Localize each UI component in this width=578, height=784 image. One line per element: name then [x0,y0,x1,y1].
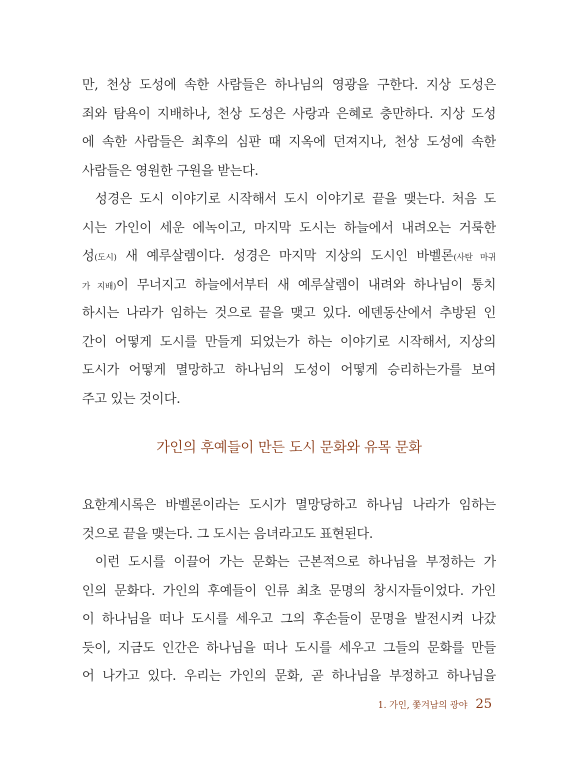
paragraph-cain-culture [82,549,496,692]
running-chapter-title: 1. 가인, 쫓겨남의 광야 [377,701,468,711]
text-line: 이런 도시를 이끌어 가는 문화는 근본적으로 하나님을 부정하는 가 [95,555,496,570]
text-line: 이 하나님을 떠나 도시를 세우고 그의 후손들이 문명을 발전시켜 나갔 [82,612,496,627]
text-line: 사람들은 영원한 구원을 받는다. [82,163,259,179]
text-fragment: 이 무너지고 하늘에서부터 새 예루살렘이 내려와 하나님이 통치 [116,277,496,293]
text-fragment: 새 예루살렘이다. 성경은 마지막 지상의 도시인 바벨론 [116,249,454,264]
text-line: 만, 천상 도성에 속한 사람들은 하나님의 영광을 구한다. 지상 도성은 [82,78,496,93]
paragraph-revelation [82,492,496,549]
text-line: 어 나가고 있다. 우리는 가인의 문화, 곧 하나님을 부정하고 하나님을 [82,669,496,684]
text-line: 에 속한 사람들은 최후의 심판 때 지옥에 던져지나, 천상 도성에 속한 [82,135,496,150]
page-number: 25 [475,697,492,712]
text-line: 하시는 나라가 임하는 것으로 끝을 맺고 있다. 에덴동산에서 추방된 인 [82,306,496,321]
text-line: 인의 문화다. 가인의 후예들이 인류 최초 문명의 창시자들이었다. 가인 [82,583,496,599]
section-heading: 가인의 후예들이 만든 도시 문화와 유목 문화 [156,440,422,456]
text-line: 시는 가인이 세운 에녹이고, 마지막 도시는 하늘에서 내려오는 거룩한 [82,220,496,236]
text-line: 주고 있는 것이다. [82,391,181,407]
paragraph-bible-city-story [82,186,496,414]
inline-annotation: (도시) [94,253,117,263]
text-line: 것으로 끝을 맺는다. 그 도시는 음녀라고도 표현된다. [82,526,373,542]
text-line-with-annotation [82,272,496,301]
text-line: 성경은 도시 이야기로 시작해서 도시 이야기로 끝을 맺는다. 처음 도 [95,192,496,207]
inline-annotation: 가 지배) [82,281,117,292]
text-line: 요한계시록은 바벨론이라는 도시가 멸망당하고 하나님 나라가 임하는 [82,498,496,513]
text-line: 도시가 어떻게 멸망하고 하나님의 도성이 어떻게 승리하는가를 보여 [82,363,496,378]
text-line: 죄와 탐욕이 지배하나, 천상 도성은 사랑과 은혜로 충만하다. 지상 도성 [82,106,496,122]
text-fragment: 성 [82,249,95,264]
text-line-with-annotation [82,243,496,272]
inline-annotation: (사탄 마귀 [453,253,496,263]
page-footer [378,697,492,712]
paragraph-continuation [82,72,496,186]
text-line: 간이 어떻게 도시를 만들게 되었는가 하는 이야기로 시작해서, 지상의 [82,334,496,350]
text-line: 듯이, 지금도 인간은 하나님을 떠나 도시를 세우고 그들의 문화를 만들 [82,640,496,656]
